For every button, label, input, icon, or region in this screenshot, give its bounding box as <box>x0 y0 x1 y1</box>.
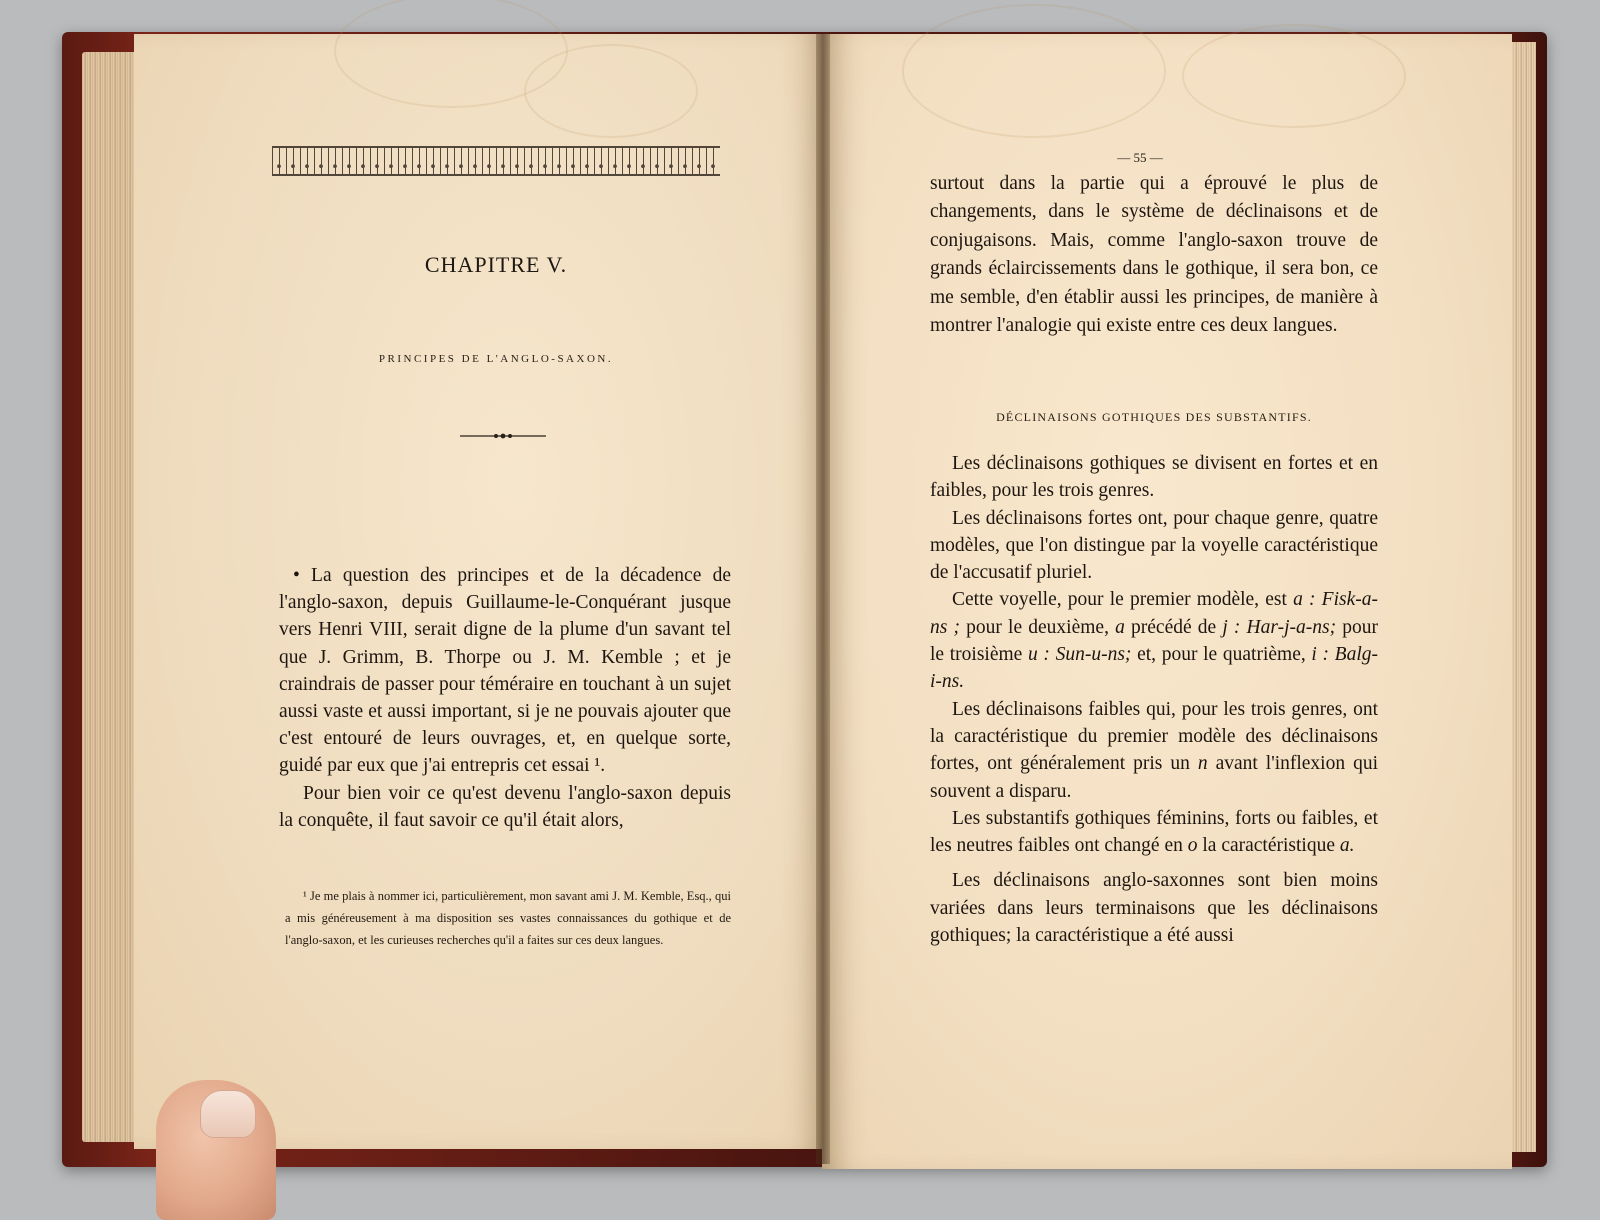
paragraph: Les substantifs gothiques féminins, forts ou faibles, et les neutres faibles ont changé en o la caractéristique a. <box>930 807 1378 857</box>
paragraph: Les déclinaisons gothiques se divisent en fortes et en faibles, pour les trois genres. <box>930 453 1378 502</box>
left-page-body <box>279 562 731 834</box>
paragraph: Cette voyelle, pour le premier modèle, est a : Fisk-a-ns ; pour le deuxième, a précédé de j : Har-j-a-ns; pour le troisième u : Sun-u-ns; et, pour le quatrième, i : Balg-i-ns. <box>930 589 1378 693</box>
paragraph: Pour bien voir ce qu'est devenu l'anglo-saxon depuis la conquête, il faut savoir ce qu'il était alors, <box>279 782 731 831</box>
section-heading: DÉCLINAISONS GOTHIQUES DES SUBSTANTIFS. <box>996 410 1312 424</box>
paragraph: • La question des principes et de la décadence de l'anglo-saxon, depuis Guillaume-le-Conquérant jusque vers Henri VIII, serait digne de la plume d'un savant tel que J. Grimm, B. Thorpe ou J. M. Kemble ; et je craindrais de passer pour téméraire en touchant à un sujet aussi vaste et aussi important, si je ne pouvais ajouter que c'est entouré de leurs ouvrages, et, en quelque sorte, guidé par eux que j'ai entrepris cet essai ¹. <box>279 565 731 777</box>
ornamental-header-band <box>272 146 720 176</box>
page-edges-right <box>1508 42 1536 1152</box>
page-number: — 55 — <box>1117 150 1163 165</box>
right-page-body <box>930 450 1378 949</box>
paragraph: Les déclinaisons fortes ont, pour chaque genre, quatre modèles, que l'on distingue par la voyelle caractéristique de l'accusatif pluriel. <box>930 507 1378 584</box>
chapter-subtitle: PRINCIPES DE L'ANGLO-SAXON. <box>378 353 614 365</box>
footnote: ¹ Je me plais à nommer ici, particulièrement, mon savant ami J. M. Kemble, Esq., qui a mis généreusement à ma disposition ses vastes connaissances du gothique et de l'anglo-saxon, et les curieuses recherches qu'il a faites sur ces deux langues. <box>285 889 731 947</box>
paragraph: surtout dans la partie qui a éprouvé le plus de changements, dans le système de déclinaisons et de conjugaisons. Mais, comme l'anglo-saxon trouve de grands éclaircissements dans le gothique, il sera bon, ce me semble, d'en établir aussi les principes, de manière à montrer l'analogie qui existe entre ces deux langues. <box>930 173 1378 337</box>
book-gutter <box>816 34 830 1164</box>
decorative-rule-ornament <box>460 433 546 439</box>
paragraph: Les déclinaisons anglo-saxonnes sont bien moins variées dans leurs terminaisons que les déclinaisons gothiques; la caractéristique a été aussi <box>930 870 1378 947</box>
thumb-nail <box>200 1090 256 1138</box>
chapter-title: CHAPITRE V. <box>424 252 568 277</box>
right-page-intro <box>930 170 1378 340</box>
paragraph: Les déclinaisons faibles qui, pour les trois genres, ont la caractéristique du premier modèle des déclinaisons fortes, ont généralement pris un n avant l'inflexion qui souvent a disparu. <box>930 698 1378 802</box>
